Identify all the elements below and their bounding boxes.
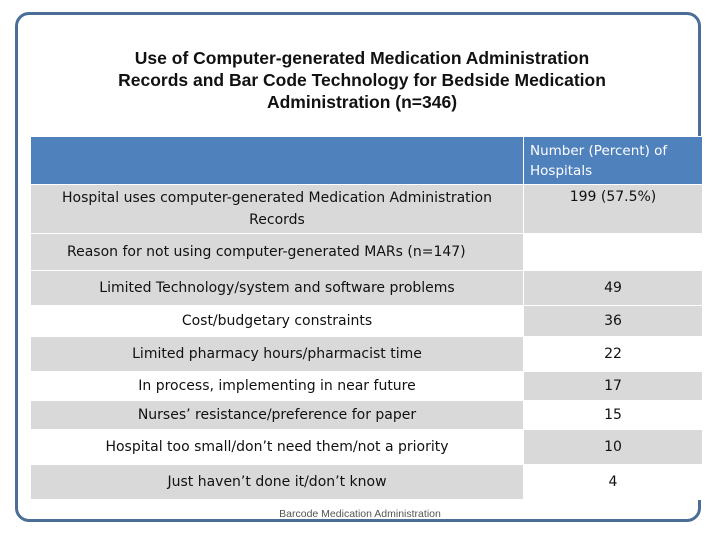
- table-row: [31, 465, 703, 500]
- row-label: Hospital too small/don’t need them/not a priority: [31, 430, 524, 465]
- reason-row-value: [524, 234, 703, 271]
- row-label: Limited pharmacy hours/pharmacist time: [31, 337, 524, 372]
- table-row: [31, 430, 703, 465]
- reason-row-label: Reason for not using computer-generated MARs (n=147): [31, 234, 524, 271]
- table-row-main: [31, 185, 703, 234]
- title-line-2: Records and Bar Code Technology for Bedside Medication: [118, 70, 606, 90]
- table-row: [31, 306, 703, 337]
- table-row: [31, 401, 703, 430]
- header-cell-label: [31, 137, 524, 185]
- row-value: 4: [524, 465, 703, 500]
- table-row: [31, 271, 703, 306]
- title-line-3: Administration (n=346): [266, 92, 458, 112]
- header-cell-number-percent: Number (Percent) of Hospitals: [524, 137, 703, 185]
- main-row-label: Hospital uses computer-generated Medication Administration Records: [31, 185, 524, 234]
- row-label: In process, implementing in near future: [31, 372, 524, 401]
- table-row: [31, 372, 703, 401]
- row-value: 22: [524, 337, 703, 372]
- row-value: 17: [524, 372, 703, 401]
- row-value: 49: [524, 271, 703, 306]
- slide-footer: Barcode Medication Administration: [279, 508, 441, 520]
- table-row-reason: [31, 234, 703, 271]
- slide-title: [40, 47, 684, 113]
- row-label: Just haven’t done it/don’t know: [31, 465, 524, 500]
- medication-records-table: [30, 136, 703, 500]
- table-row: [31, 337, 703, 372]
- main-row-value: 199 (57.5%): [524, 185, 703, 234]
- row-label: Nurses’ resistance/preference for paper: [31, 401, 524, 430]
- row-value: 10: [524, 430, 703, 465]
- row-value: 15: [524, 401, 703, 430]
- row-label: Limited Technology/system and software problems: [31, 271, 524, 306]
- row-label: Cost/budgetary constraints: [31, 306, 524, 337]
- row-value: 36: [524, 306, 703, 337]
- table-header-row: [31, 137, 703, 185]
- title-line-1: Use of Computer-generated Medication Administration: [134, 48, 590, 68]
